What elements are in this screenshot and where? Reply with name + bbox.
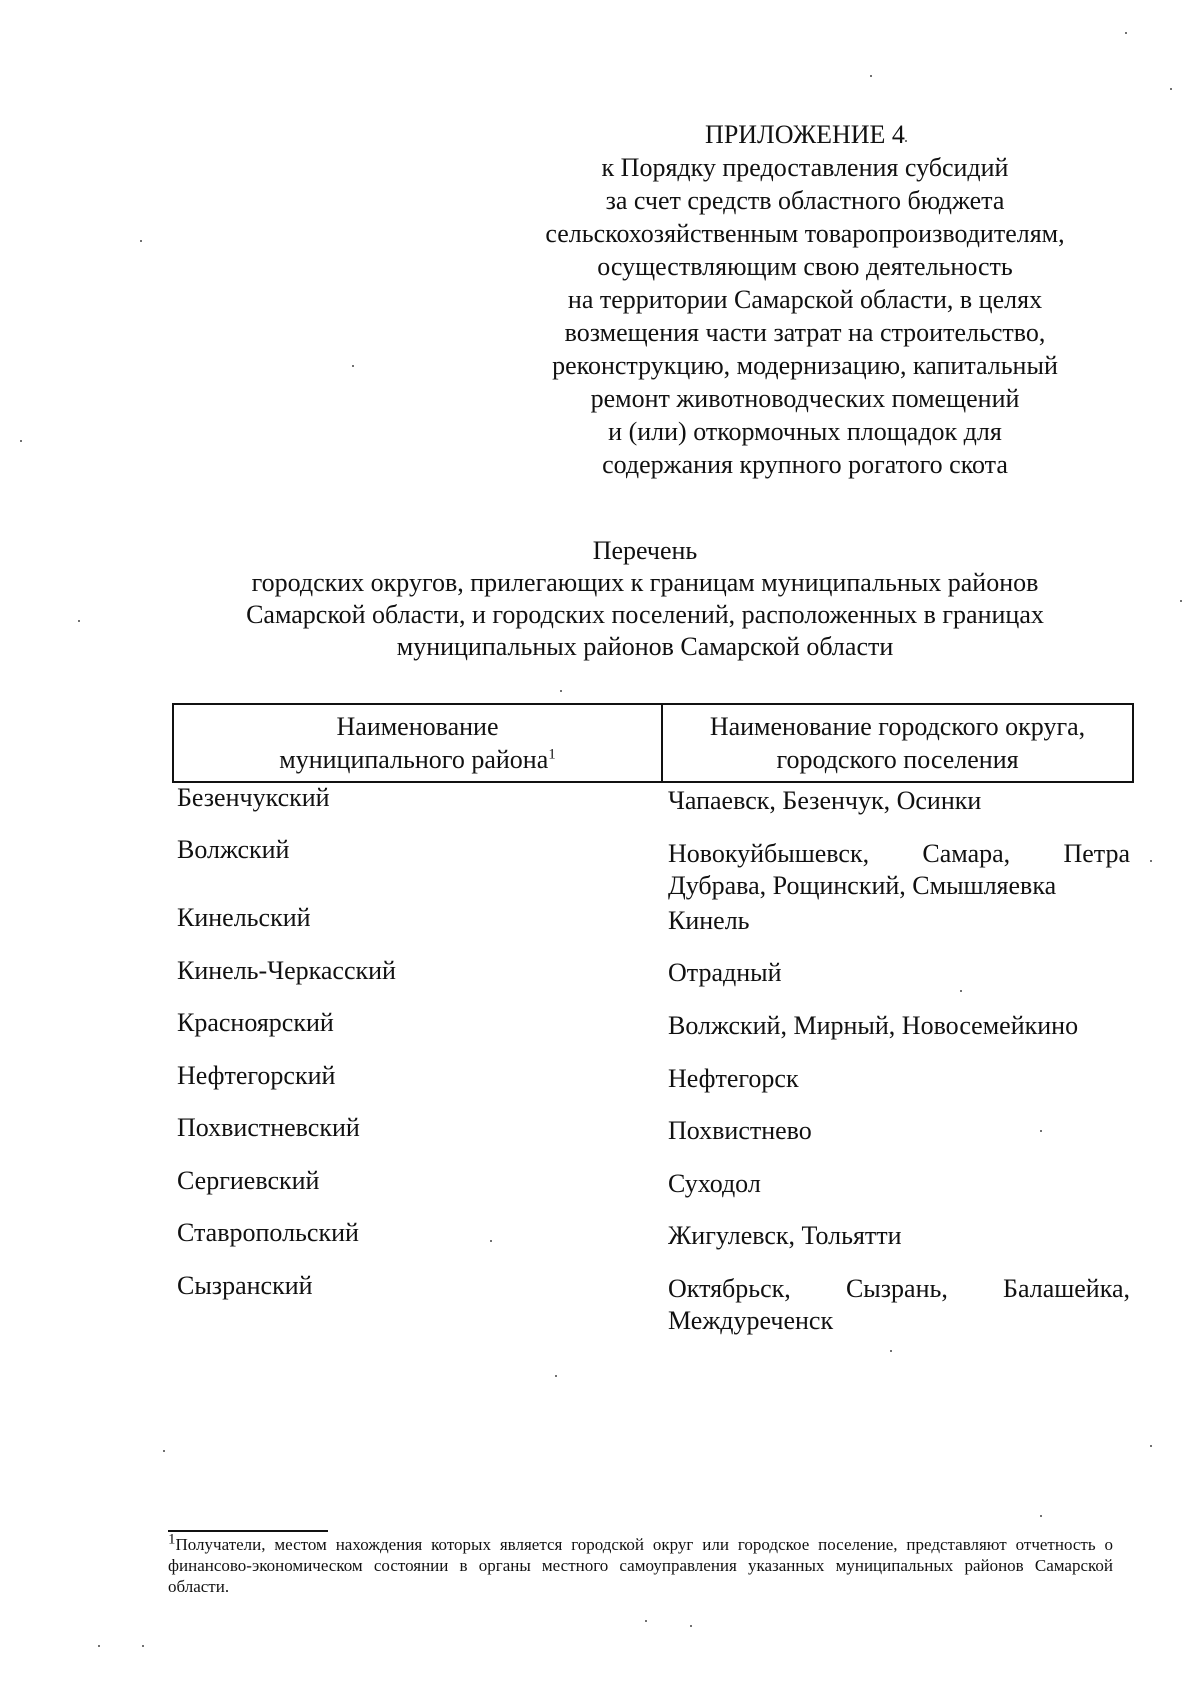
table-row-district: Сызранский bbox=[177, 1271, 313, 1300]
appendix-line: ремонт животноводческих помещений bbox=[590, 384, 1020, 413]
appendix-line: и (или) откормочных площадок для bbox=[608, 417, 1002, 446]
appendix-line: на территории Самарской области, в целях bbox=[567, 285, 1043, 314]
table-row-cities: Новокуйбышевск, Самара, Петра Дубрава, Рощинский, Смышляевка bbox=[668, 839, 1130, 900]
list-subtitle-line: муниципальных районов Самарской области bbox=[396, 632, 894, 661]
table-row-district: Безенчукский bbox=[177, 783, 330, 812]
table-row-cities: Суходол bbox=[668, 1169, 761, 1198]
appendix-line: сельскохозяйственным товаропроизводителям, bbox=[545, 219, 1065, 248]
footnote-mark: 1 bbox=[168, 1531, 176, 1548]
list-heading: Перечень bbox=[592, 536, 698, 565]
appendix-line: реконструкцию, модернизацию, капитальный bbox=[552, 351, 1058, 380]
table-row-district: Нефтегорский bbox=[177, 1061, 336, 1090]
list-subtitle-line: Самарской области, и городских поселений, расположенных в границах bbox=[246, 600, 1044, 629]
table-row-district: Сергиевский bbox=[177, 1166, 320, 1195]
table-row-district: Кинельский bbox=[177, 903, 311, 932]
appendix-line: возмещения части затрат на строительство, bbox=[564, 318, 1046, 347]
table-row-district: Похвистневский bbox=[177, 1113, 360, 1142]
table-row-district: Ставропольский bbox=[177, 1218, 359, 1247]
table-row-district: Кинель-Черкасский bbox=[177, 956, 396, 985]
list-subtitle-line: городских округов, прилегающих к границам муниципальных районов bbox=[251, 568, 1039, 597]
table-row-cities: Нефтегорск bbox=[668, 1064, 799, 1093]
table-row-cities: Чапаевск, Безенчук, Осинки bbox=[668, 786, 982, 815]
table-row-cities: Октябрьск, Сызрань, Балашейка, Междуреченск bbox=[668, 1274, 1130, 1335]
footnote bbox=[168, 1531, 1113, 1597]
footnote-mark: 1 bbox=[548, 746, 556, 763]
appendix-line: за счет средств областного бюджета bbox=[605, 186, 1005, 215]
footnote-divider bbox=[168, 1530, 328, 1532]
table-row-district: Красноярский bbox=[177, 1008, 334, 1037]
table-row-district: Волжский bbox=[177, 835, 290, 864]
header-municipal-district: Наименование муниципального района$^1$ bbox=[174, 705, 663, 781]
header-city-district: Наименование городского округа, городского поселения bbox=[709, 712, 1086, 774]
table-row-cities: Отрадный bbox=[668, 958, 782, 987]
table-row-cities: Кинель bbox=[668, 906, 750, 935]
table-row-cities: Жигулевск, Тольятти bbox=[668, 1221, 902, 1250]
footnote-text: Получатели, местом нахождения которых является городской округ или городское поселение, представляют отчетность о финансово-экономическом состоянии в органы местного самоуправления указанных муниципальных районов Самарской области. bbox=[168, 1535, 1113, 1596]
appendix-line: к Порядку предоставления субсидий bbox=[601, 153, 1009, 182]
appendix-line: содержания крупного рогатого скота bbox=[602, 450, 1008, 479]
appendix-line: осуществляющим свою деятельность bbox=[597, 252, 1013, 281]
table-row-cities: Волжский, Мирный, Новосемейкино bbox=[668, 1011, 1079, 1040]
table-row-cities: Похвистнево bbox=[668, 1116, 812, 1145]
appendix-title: ПРИЛОЖЕНИЕ 4 bbox=[705, 120, 905, 149]
